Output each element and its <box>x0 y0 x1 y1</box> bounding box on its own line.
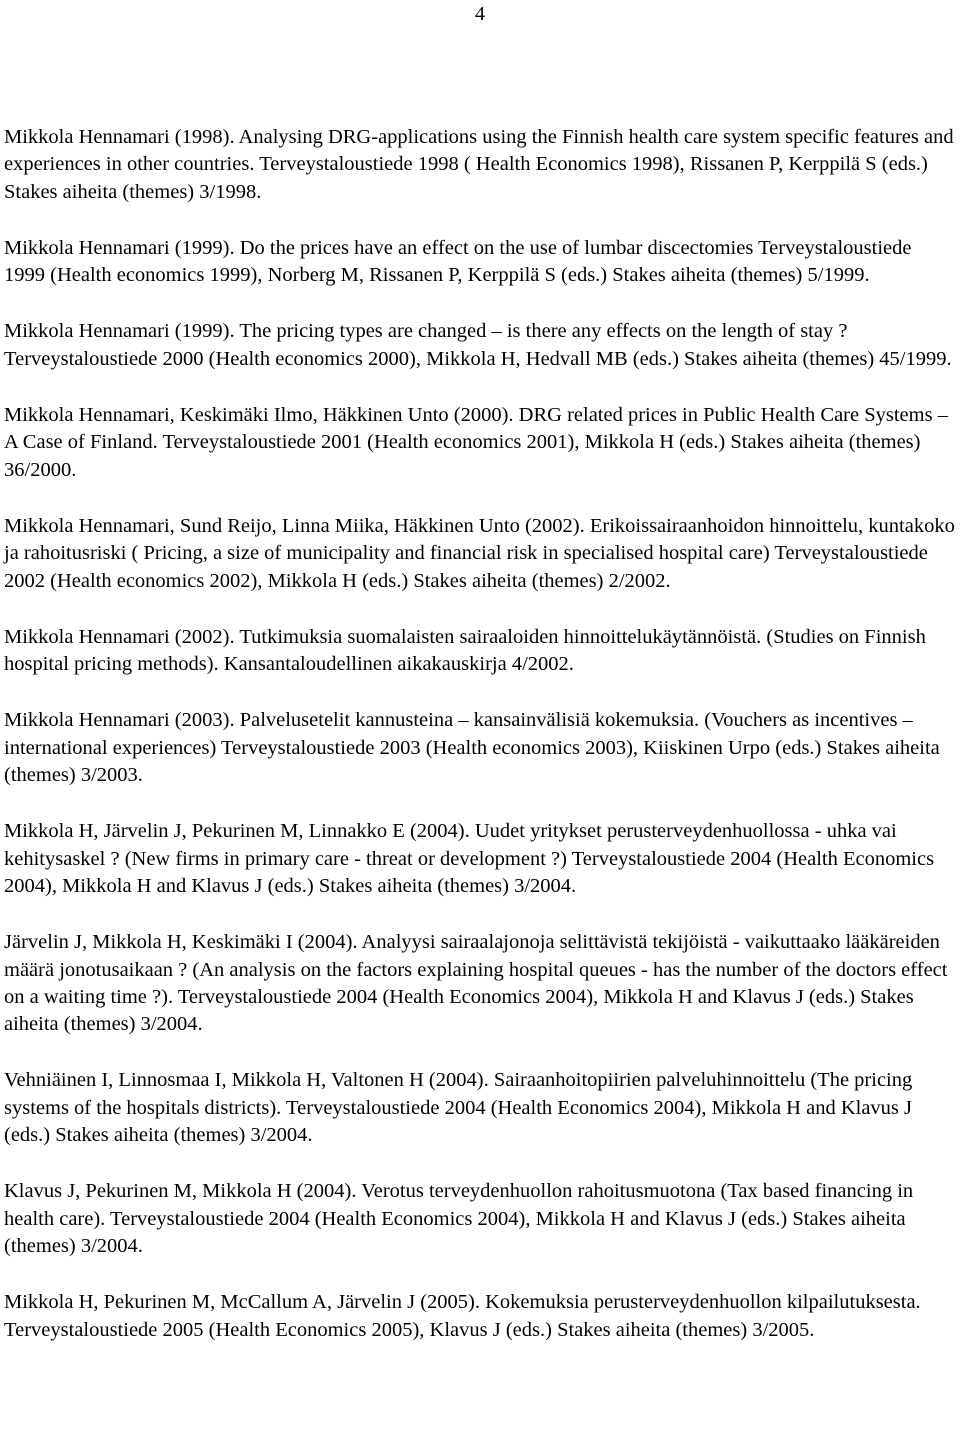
reference-entry: Mikkola Hennamari, Keskimäki Ilmo, Häkkinen Unto (2000). DRG related prices in Public Health Care Systems – A Case of Finland. Terveystaloustiede 2001 (Health economics 2001), Mikkola H (eds.) Stakes aiheita (themes) 36/2000. <box>4 404 948 481</box>
reference-entry: Mikkola Hennamari (2003). Palvelusetelit kannusteina – kansainvälisiä kokemuksia. (Vouchers as incentives – international experiences) Terveystaloustiede 2003 (Health economics 2003), Kiiskinen Urpo (eds.) Stakes aiheita (themes) 3/2003. <box>4 709 940 787</box>
page-number: 4 <box>475 3 485 25</box>
reference-entry: Mikkola Hennamari (1999). Do the prices have an effect on the use of lumbar discectomies Terveystaloustiede 1999 (Health economics 1999), Norberg M, Rissanen P, Kerppilä S (eds.) Stakes aiheita (themes) 5/1999. <box>4 236 912 287</box>
reference-entry: Mikkola H, Pekurinen M, McCallum A, Järvelin J (2005). Kokemuksia perusterveydenhuollon kilpailutuksesta. Terveystaloustiede 2005 (Health Economics 2005), Klavus J (eds.) Stakes aiheita (themes) 3/2005. <box>4 1291 921 1341</box>
reference-entry: Järvelin J, Mikkola H, Keskimäki I (2004). Analyysi sairaalajonoja selittävistä tekijöistä - vaikuttaako lääkäreiden määrä jonotusaikaan ? (An analysis on the factors explaining hospital queues - has the number of the doctors effect on a waiting time ?). Terveystaloustiede 2004 (Health Economics 2004), Mikkola H and Klavus J (eds.) Stakes aiheita (themes) 3/2004. <box>4 931 948 1036</box>
reference-entry: Mikkola Hennamari, Sund Reijo, Linna Miika, Häkkinen Unto (2002). Erikoissairaanhoidon hinnoittelu, kuntakoko ja rahoitusriski ( Pricing, a size of municipality and financial risk in specialised hospital care) Terveystaloustiede 2002 (Health economics 2002), Mikkola H (eds.) Stakes aiheita (themes) 2/2002. <box>4 514 955 592</box>
reference-list <box>4 124 956 1373</box>
reference-entry: Mikkola Hennamari (2002). Tutkimuksia suomalaisten sairaaloiden hinnoittelukäytännöistä. (Studies on Finnish hospital pricing methods). Kansantaloudellinen aikakauskirja 4/2002. <box>4 625 926 676</box>
reference-entry: Mikkola Hennamari (1998). Analysing DRG-applications using the Finnish health care system specific features and experiences in other countries. Terveystaloustiede 1998 ( Health Economics 1998), Rissanen P, Kerppilä S (eds.) Stakes aiheita (themes) 3/1998. <box>4 126 954 203</box>
reference-entry: Mikkola H, Järvelin J, Pekurinen M, Linnakko E (2004). Uudet yritykset perusterveydenhuollossa - uhka vai kehitysaskel ? (New firms in primary care - threat or development ?) Terveystaloustiede 2004 (Health Economics 2004), Mikkola H and Klavus J (eds.) Stakes aiheita (themes) 3/2004. <box>4 820 935 897</box>
reference-entry: Klavus J, Pekurinen M, Mikkola H (2004). Verotus terveydenhuollon rahoitusmuotona (Tax based financing in health care). Terveystaloustiede 2004 (Health Economics 2004), Mikkola H and Klavus J (eds.) Stakes aiheita (themes) 3/2004. <box>4 1180 914 1257</box>
reference-entry: Mikkola Hennamari (1999). The pricing types are changed – is there any effects on the length of stay ? Terveystaloustiede 2000 (Health economics 2000), Mikkola H, Hedvall MB (eds.) Stakes aiheita (themes) 45/1999. <box>4 320 952 370</box>
reference-entry: Vehniäinen I, Linnosmaa I, Mikkola H, Valtonen H (2004). Sairaanhoitopiirien palveluhinnoittelu (The pricing systems of the hospitals districts). Terveystaloustiede 2004 (Health Economics 2004), Mikkola H and Klavus J (eds.) Stakes aiheita (themes) 3/2004. <box>4 1069 913 1147</box>
